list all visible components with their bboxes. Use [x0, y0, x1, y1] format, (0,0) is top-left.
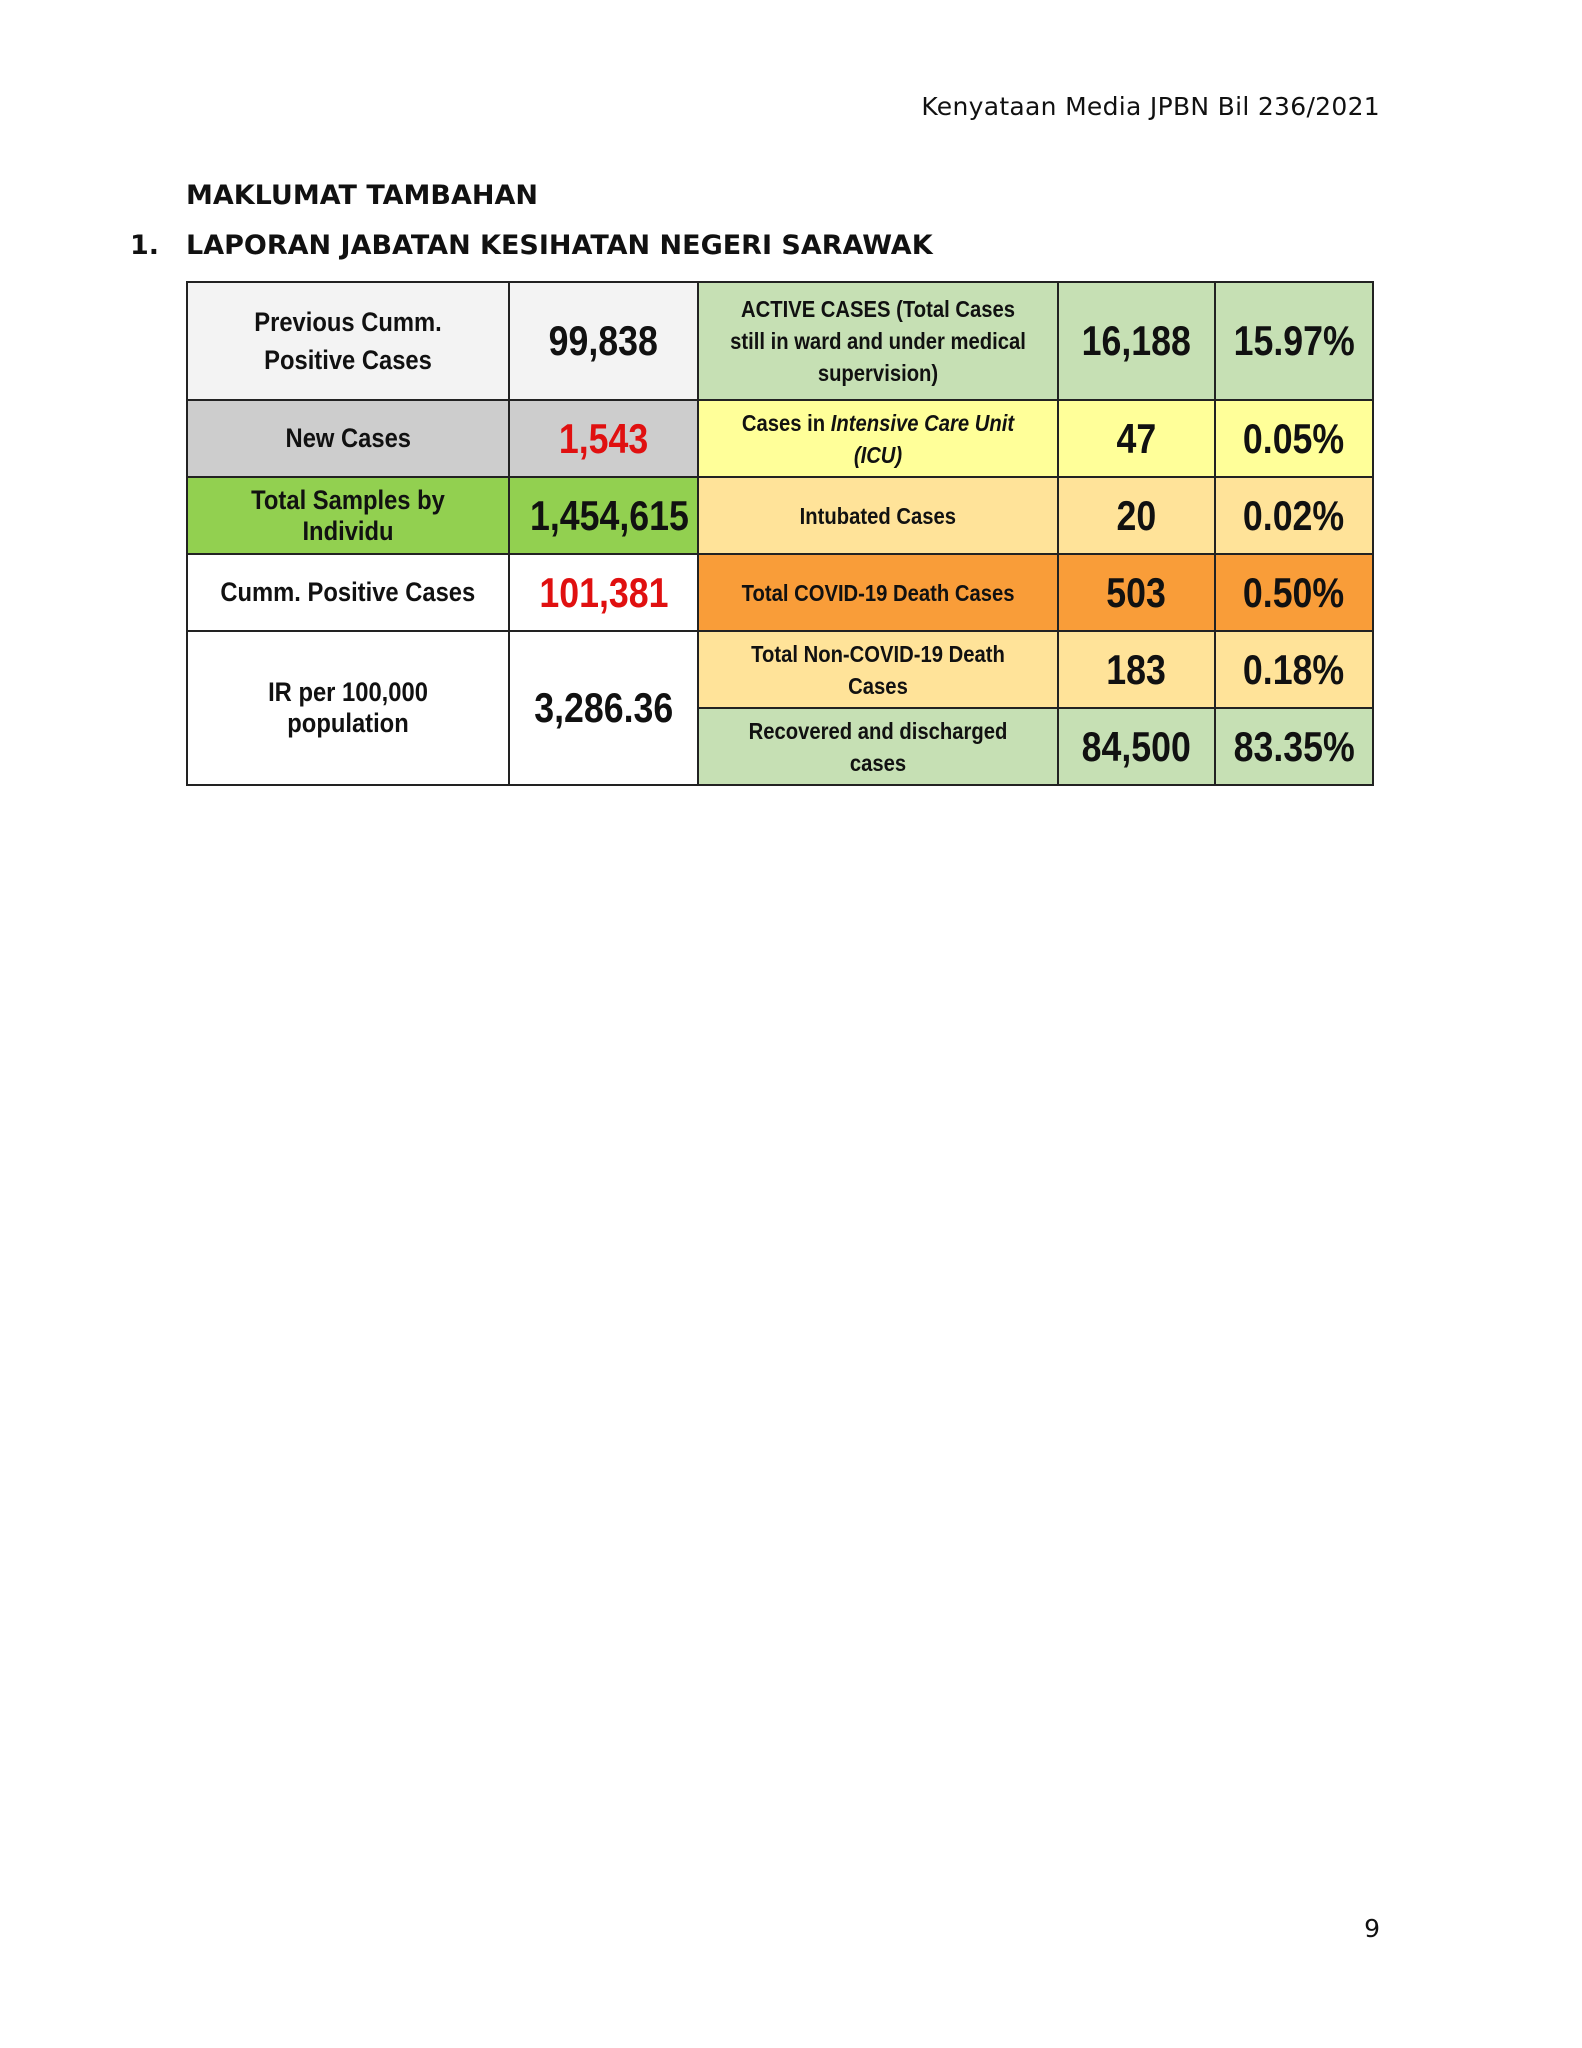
noncovid-death-label: Total Non-COVID-19 Death Cases	[751, 640, 1005, 699]
intubated-pct: 0.02%	[1243, 491, 1345, 539]
recovered-label-cell	[698, 708, 1058, 785]
icu-cases-label-cell	[698, 400, 1058, 477]
document-reference: Kenyataan Media JPBN Bil 236/2021	[921, 92, 1380, 121]
icu-label-italic: Intensive Care Unit (ICU)	[830, 409, 1015, 468]
noncovid-death-label-cell	[698, 631, 1058, 708]
table-row	[187, 477, 1373, 554]
noncovid-death-pct: 0.18%	[1243, 645, 1345, 693]
report-table	[186, 281, 1374, 786]
samples-label: Total Samples by Individu	[251, 484, 445, 546]
cumm-cases-value: 101,381	[538, 568, 669, 616]
cumm-cases-label: Cumm. Positive Cases	[220, 577, 476, 607]
noncovid-death-value-cell	[1058, 631, 1215, 708]
recovered-label: Recovered and discharged cases	[748, 717, 1008, 776]
covid-death-value: 503	[1106, 568, 1167, 616]
intubated-label: Intubated Cases	[799, 502, 957, 529]
samples-value: 1,454,615	[530, 491, 689, 539]
ir-label-cell	[187, 631, 509, 785]
previous-cases-label: Previous Cumm. Positive Cases	[254, 307, 442, 375]
new-cases-value-cell	[509, 400, 698, 477]
table-row	[187, 631, 1373, 708]
previous-cases-label-cell	[187, 282, 509, 400]
recovered-value-cell	[1058, 708, 1215, 785]
new-cases-value: 1,543	[558, 414, 649, 462]
previous-cases-value-cell	[509, 282, 698, 400]
icu-cases-label	[726, 407, 1030, 471]
intubated-label-cell	[698, 477, 1058, 554]
icu-cases-value: 47	[1116, 414, 1157, 462]
new-cases-label: New Cases	[285, 423, 411, 453]
intubated-pct-cell	[1215, 477, 1373, 554]
table-row	[187, 554, 1373, 631]
samples-value-cell	[509, 477, 698, 554]
icu-cases-pct: 0.05%	[1243, 414, 1345, 462]
covid-death-pct-cell	[1215, 554, 1373, 631]
ir-value: 3,286.36	[534, 684, 673, 731]
page-number: 9	[1364, 1914, 1380, 1943]
previous-cases-value: 99,838	[548, 317, 659, 364]
active-cases-value-cell	[1058, 282, 1215, 400]
ir-label: IR per 100,000 population	[268, 677, 428, 738]
active-cases-label-cell	[698, 282, 1058, 400]
new-cases-label-cell	[187, 400, 509, 477]
icu-cases-value-cell	[1058, 400, 1215, 477]
icu-cases-pct-cell	[1215, 400, 1373, 477]
section-number: 1.	[130, 230, 160, 261]
recovered-value: 84,500	[1081, 722, 1192, 770]
covid-death-value-cell	[1058, 554, 1215, 631]
table-row	[187, 400, 1373, 477]
active-cases-value: 16,188	[1081, 317, 1192, 364]
recovered-pct: 83.35%	[1233, 722, 1355, 770]
ir-value-cell	[509, 631, 698, 785]
cumm-cases-value-cell	[509, 554, 698, 631]
covid-death-pct: 0.50%	[1243, 568, 1345, 616]
active-cases-pct: 15.97%	[1233, 317, 1355, 364]
covid-death-label: Total COVID-19 Death Cases	[741, 579, 1015, 606]
samples-label-cell	[187, 477, 509, 554]
section-title-text: LAPORAN JABATAN KESIHATAN NEGERI SARAWAK	[186, 230, 933, 261]
active-cases-label: ACTIVE CASES (Total Cases still in ward and under medical supervision)	[730, 296, 1026, 386]
active-cases-pct-cell	[1215, 282, 1373, 400]
intubated-value: 20	[1116, 491, 1157, 539]
section-title	[130, 230, 933, 261]
icu-label-prefix: Cases in	[741, 409, 831, 436]
cumm-cases-label-cell	[187, 554, 509, 631]
noncovid-death-value: 183	[1106, 645, 1167, 693]
noncovid-death-pct-cell	[1215, 631, 1373, 708]
recovered-pct-cell	[1215, 708, 1373, 785]
covid-death-label-cell	[698, 554, 1058, 631]
table-row	[187, 282, 1373, 400]
section-heading: MAKLUMAT TAMBAHAN	[186, 180, 538, 211]
intubated-value-cell	[1058, 477, 1215, 554]
